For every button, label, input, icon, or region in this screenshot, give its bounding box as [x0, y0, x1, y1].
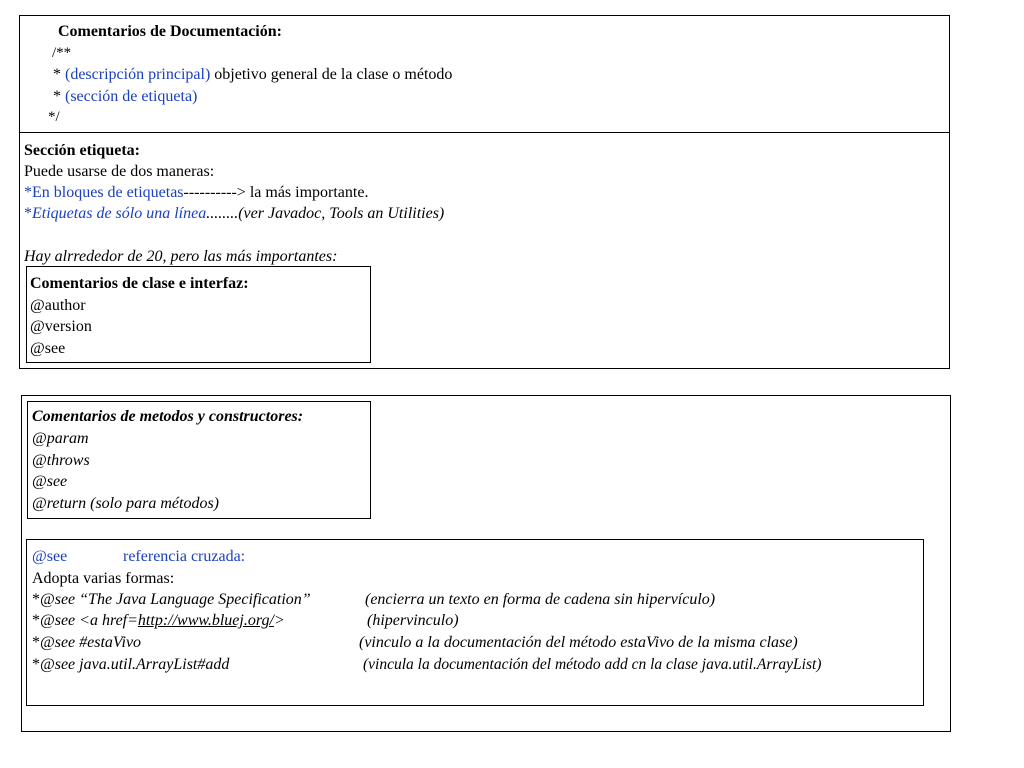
see-label: referencia cruzada: — [123, 548, 246, 565]
method-tag-see: @see — [32, 473, 68, 490]
main-description-label: (descripción principal) — [65, 66, 211, 83]
class-comments-title: Comentarios de clase e interfaz: — [30, 275, 249, 292]
tag-way-blocks: *En bloques de etiquetas----------> la más importante. — [24, 184, 369, 201]
tag-section-note: Hay alrrededor de 20, pero las más importantes: — [24, 248, 338, 265]
comment-close: */ — [48, 109, 60, 125]
see-form-string: *@see “The Java Language Specification” — [32, 591, 311, 608]
see-form-method-desc: (vinculo a la documentación del método estaVivo de la misma clase) — [359, 634, 798, 651]
tag-section-label: (sección de etiqueta) — [65, 88, 198, 105]
method-tag-return: @return (solo para métodos) — [32, 495, 220, 512]
class-tag-author: @author — [30, 297, 86, 314]
tag-section-title: Sección etiqueta: — [24, 142, 140, 159]
method-tag-throws: @throws — [32, 452, 90, 469]
comment-open: /** — [52, 45, 72, 61]
comment-line-tag-section: * (sección de etiqueta) — [53, 88, 198, 105]
class-tag-see: @see — [30, 340, 66, 357]
see-form-string-desc: (encierra un texto en forma de cadena sin hipervículo) — [365, 591, 716, 608]
see-form-link: *@see <a href=http://www.bluej.org/> — [32, 612, 285, 629]
bluej-link[interactable]: http://www.bluej.org/ — [137, 612, 274, 629]
see-form-method: *@see #estaVivo — [32, 634, 142, 651]
tag-section-intro: Puede usarse de dos maneras: — [24, 163, 215, 180]
doc-comments-title: Comentarios de Documentación: — [58, 23, 282, 40]
see-form-class-method: *@see java.util.ArrayList#add — [32, 656, 230, 673]
see-form-link-desc: (hipervinculo) — [367, 612, 459, 629]
method-comments-title: Comentarios de metodos y constructores: — [32, 408, 304, 425]
see-tag-heading: @see — [32, 548, 68, 565]
comment-line-description: * (descripción principal) objetivo general de la clase o método — [53, 66, 453, 83]
method-tag-param: @param — [32, 430, 89, 447]
class-tag-version: @version — [30, 318, 92, 335]
see-intro: Adopta varias formas: — [32, 570, 175, 587]
tag-way-inline: *Etiquetas de sólo una línea........(ver Javadoc, Tools an Utilities) — [24, 205, 445, 222]
see-form-class-method-desc: (vincula la documentación del método add cn la clase java.util.ArrayList) — [363, 656, 822, 673]
